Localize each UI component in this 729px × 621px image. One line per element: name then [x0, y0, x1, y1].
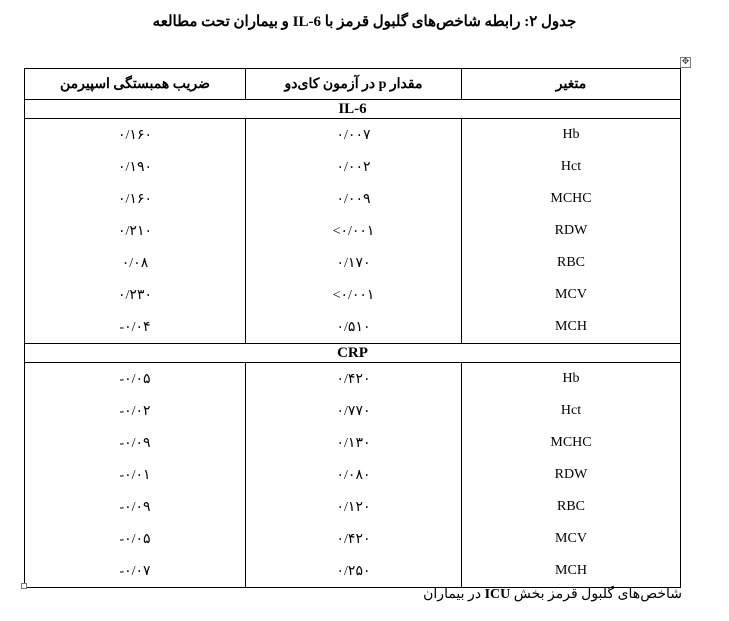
table-resize-handle[interactable]	[21, 583, 27, 589]
header-p-value: مقدار p در آزمون کای‌دو	[246, 69, 462, 100]
cell-p-value: ۰/۰۰۷	[246, 119, 462, 152]
cell-spearman: ۰/۱۶۰	[25, 183, 246, 215]
table-row	[25, 183, 681, 215]
group-row-crp	[25, 344, 681, 363]
table-row	[25, 363, 681, 396]
cell-p-value: <۰/۰۰۱	[246, 279, 462, 311]
footnote	[423, 586, 682, 603]
table-row	[25, 395, 681, 427]
cell-spearman: -۰/۰۷	[25, 555, 246, 588]
table-row	[25, 247, 681, 279]
footnote-text-end: در بیماران	[423, 587, 485, 602]
table-row	[25, 279, 681, 311]
table-row	[25, 459, 681, 491]
header-spearman: ضریب همبستگی اسپیرمن	[25, 69, 246, 100]
cell-p-value: ۰/۱۳۰	[246, 427, 462, 459]
cell-spearman: ۰/۰۸	[25, 247, 246, 279]
cell-variable: MCV	[462, 279, 681, 311]
results-table-body	[25, 69, 681, 588]
cell-variable: RDW	[462, 215, 681, 247]
cell-p-value: ۰/۵۱۰	[246, 311, 462, 344]
cell-spearman: -۰/۰۴	[25, 311, 246, 344]
table-row	[25, 215, 681, 247]
cell-spearman: -۰/۰۲	[25, 395, 246, 427]
cell-spearman: ۰/۱۶۰	[25, 119, 246, 152]
cell-variable: Hb	[462, 119, 681, 152]
cell-p-value: ۰/۷۷۰	[246, 395, 462, 427]
footnote-bold: ICU	[484, 587, 511, 602]
cell-variable: MCV	[462, 523, 681, 555]
cell-variable: Hct	[462, 395, 681, 427]
cell-p-value: ۰/۴۲۰	[246, 363, 462, 396]
cell-spearman: ۰/۱۹۰	[25, 151, 246, 183]
table-row	[25, 427, 681, 459]
footnote-text-start: شاخص‌های گلبول قرمز بخش	[510, 587, 682, 602]
cell-spearman: ۰/۲۱۰	[25, 215, 246, 247]
cell-p-value: ۰/۲۵۰	[246, 555, 462, 588]
cell-variable: Hb	[462, 363, 681, 396]
cell-p-value: ۰/۰۸۰	[246, 459, 462, 491]
group-label: IL-6	[25, 100, 681, 119]
table-move-handle-icon[interactable]: ✥	[681, 57, 690, 67]
cell-variable: RBC	[462, 491, 681, 523]
table-row	[25, 555, 681, 588]
header-variable: متغیر	[462, 69, 681, 100]
cell-variable: Hct	[462, 151, 681, 183]
cell-p-value: <۰/۰۰۱	[246, 215, 462, 247]
table-title: جدول ۲: رابطه شاخص‌های گلبول قرمز با IL-6 و بیماران تحت مطالعه	[152, 14, 577, 30]
table-row	[25, 119, 681, 152]
cell-spearman: -۰/۰۵	[25, 363, 246, 396]
cell-spearman: -۰/۰۵	[25, 523, 246, 555]
table-row	[25, 151, 681, 183]
cell-variable: RDW	[462, 459, 681, 491]
group-label: CRP	[25, 344, 681, 363]
cell-p-value: ۰/۴۲۰	[246, 523, 462, 555]
cell-variable: MCH	[462, 311, 681, 344]
cell-p-value: ۰/۰۰۹	[246, 183, 462, 215]
table-row	[25, 491, 681, 523]
cell-spearman: -۰/۰۱	[25, 459, 246, 491]
table-row	[25, 311, 681, 344]
table-row	[25, 523, 681, 555]
cell-spearman: -۰/۰۹	[25, 491, 246, 523]
cell-spearman: ۰/۲۳۰	[25, 279, 246, 311]
cell-variable: RBC	[462, 247, 681, 279]
results-table	[24, 68, 681, 588]
cell-p-value: ۰/۱۲۰	[246, 491, 462, 523]
cell-variable: MCH	[462, 555, 681, 588]
table-header-row	[25, 69, 681, 100]
cell-variable: MCHC	[462, 183, 681, 215]
cell-variable: MCHC	[462, 427, 681, 459]
cell-p-value: ۰/۱۷۰	[246, 247, 462, 279]
cell-spearman: -۰/۰۹	[25, 427, 246, 459]
group-row-il-6	[25, 100, 681, 119]
cell-p-value: ۰/۰۰۲	[246, 151, 462, 183]
